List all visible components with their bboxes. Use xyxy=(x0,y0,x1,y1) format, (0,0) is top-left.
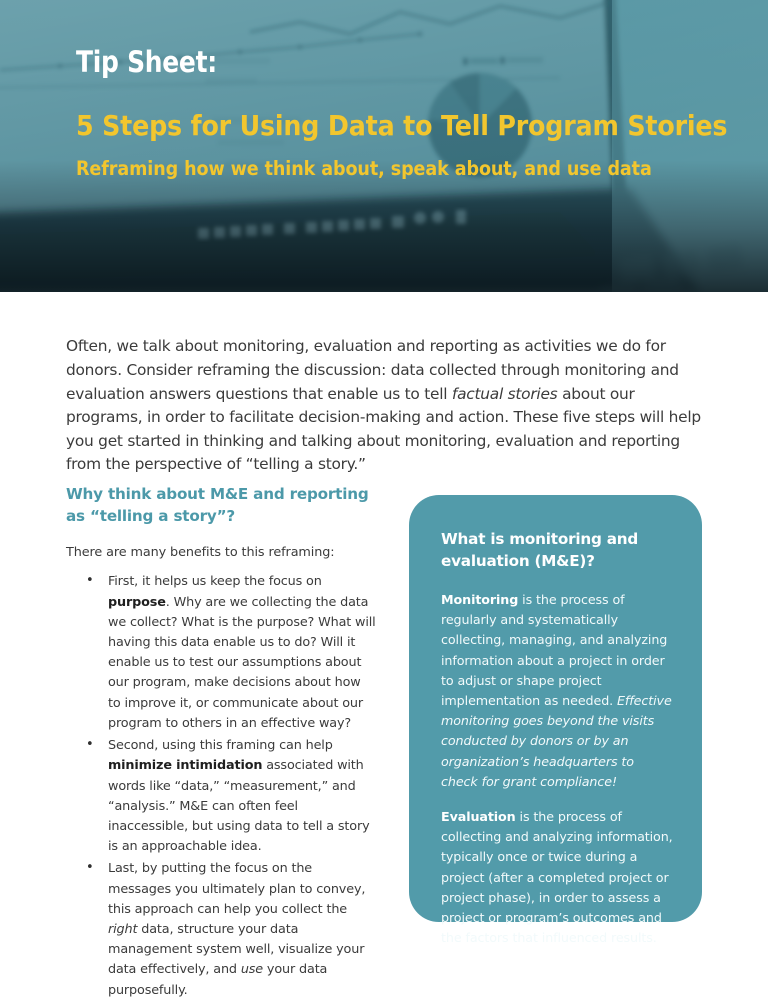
hero-banner xyxy=(0,0,768,292)
section-heading: Why think about M&E and reporting as “telling a story”? xyxy=(66,485,369,525)
bullet-text-b: associated with words like “data,” “measurement,” and “analysis.” M&E can often feel inaccessible, but using data to tell a story is an approachable idea. xyxy=(108,758,370,855)
list-item xyxy=(86,572,376,734)
hero-subheadline: Reframing how we think about, speak about, and use data xyxy=(76,157,652,180)
bullet-italic-use: use xyxy=(240,962,264,978)
bullet-text-a: First, it helps us keep the focus on xyxy=(108,574,322,590)
bullet-bold: minimize intimidation xyxy=(108,758,263,774)
section-lead-in: There are many benefits to this reframing: xyxy=(66,544,335,560)
intro-text-part1: Often, we talk about monitoring, evaluation and reporting as activities we do for donors. Consider reframing the discussion: data collected through monitoring and evaluation answers questions that enable us to tell xyxy=(66,337,679,403)
bullet-text-b: . Why are we collecting the data we collect? What is the purpose? What will having this data enable us to do? Will it enable us to test our assumptions about our program, make decisions about how to improve it, or communicate about our program to others in an effective way? xyxy=(108,594,376,731)
intro-text-part2: about our programs, in order to facilitate decision-making and action. These five steps will help you get started in thinking and talking about monitoring, evaluation and reporting from the perspective of “telling a story.” xyxy=(66,384,701,474)
callout-evaluation-paragraph xyxy=(441,807,674,948)
callout-term-evaluation: Evaluation xyxy=(441,808,516,824)
hero-headline: 5 Steps for Using Data to Tell Program Stories xyxy=(76,109,728,142)
callout-monitoring-paragraph xyxy=(441,590,674,792)
list-item xyxy=(86,859,376,1001)
bullet-bold: purpose xyxy=(108,594,166,610)
left-column xyxy=(66,484,376,1003)
bullet-italic-right: right xyxy=(108,922,138,938)
callout-title: What is monitoring and evaluation (M&E)? xyxy=(441,530,639,571)
hero-text-block xyxy=(76,0,736,292)
hero-eyebrow: Tip Sheet: xyxy=(76,45,217,79)
bullet-text-a: Second, using this framing can help xyxy=(108,738,333,754)
callout-monitoring-emphasis: Effective monitoring goes beyond the visits conducted by donors or by an organization’s headquarters to check for grant compliance! xyxy=(441,693,672,789)
benefits-list xyxy=(66,572,376,1001)
bullet-text-a: Last, by putting the focus on the messages you ultimately plan to convey, this approach can help you collect the xyxy=(108,861,366,917)
bullet-text-c: your data purposefully. xyxy=(108,962,328,998)
bullet-text-b: data, structure your data management system well, visualize your data effectively, and xyxy=(108,922,365,978)
callout-term-monitoring: Monitoring xyxy=(441,592,519,608)
callout-monitoring-body: is the process of regularly and systematically collecting, managing, and analyzing information about a project in order to adjust or shape project implementation as needed. xyxy=(441,592,668,708)
list-item xyxy=(86,736,376,857)
callout-evaluation-body: is the process of collecting and analyzing information, typically once or twice during a project (after a completed project or project phase), in order to assess a project or program’s outcomes and the factors that influenced results. xyxy=(441,808,673,946)
definition-callout-box xyxy=(409,495,702,946)
intro-paragraph xyxy=(66,335,702,476)
intro-emphasis: factual stories xyxy=(451,384,558,403)
